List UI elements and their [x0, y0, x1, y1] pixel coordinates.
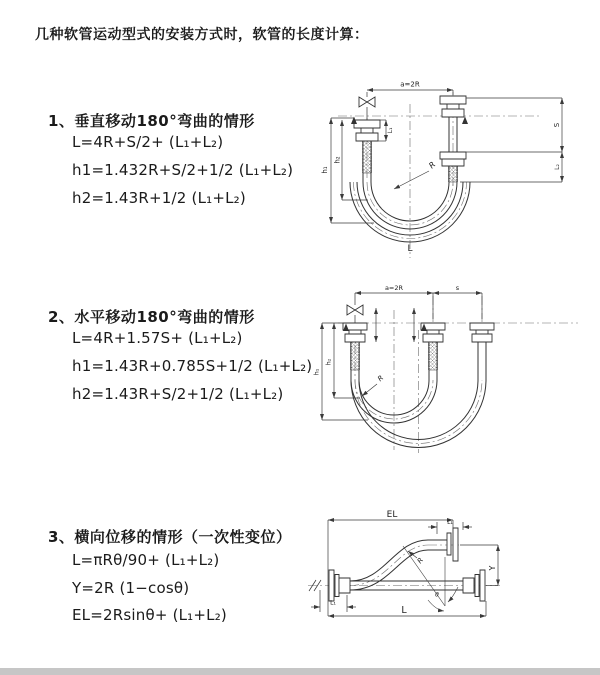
dim-label-el: EL — [386, 510, 398, 520]
dim-label-l1-top: L₁ — [447, 519, 453, 526]
centerlines — [338, 296, 578, 453]
section-3-heading: 3、横向位移的情形（一次性变位） — [48, 528, 292, 546]
radius-label: R — [376, 373, 386, 384]
dim-label-l1-bottom: L₁ — [330, 599, 336, 607]
diagram-lateral-displacement — [300, 500, 600, 650]
section-2-formula-h2: h2=1.43R+S/2+1/2 (L₁+L₂) — [72, 385, 284, 403]
dim-label-h2: h₂ — [324, 358, 333, 366]
section-3-formula-L: L=πRθ/90+ (L₁+L₂) — [72, 551, 220, 569]
radius-label: R — [415, 556, 426, 566]
section-1-formula-L: L=4R+S/2+ (L₁+L₂) — [72, 133, 224, 151]
dim-label-s: S — [553, 122, 561, 128]
length-label: L — [407, 244, 413, 254]
dim-label-a2r: a=2R — [384, 284, 404, 292]
dim-label-h1: h₁ — [312, 368, 321, 376]
length-label: L — [401, 605, 407, 616]
radius-label: R — [427, 159, 438, 171]
braid-section-left — [363, 141, 372, 173]
dimensions — [311, 520, 498, 616]
dim-label-a2r: a=2R — [400, 80, 420, 89]
section-3-formula-EL: EL=2Rsinθ+ (L₁+L₂) — [72, 606, 227, 624]
section-1-formula-h1: h1=1.432R+S/2+1/2 (L₁+L₂) — [72, 161, 294, 179]
page-bottom-edge — [0, 668, 600, 675]
diagram-vertical-move-180-bend — [310, 70, 575, 265]
section-3-formula-Y: Y=2R (1−cosθ) — [72, 579, 190, 597]
dimensions — [322, 293, 482, 420]
section-2-heading: 2、水平移动180°弯曲的情形 — [48, 308, 255, 326]
valve-icon — [347, 293, 363, 323]
centerlines — [338, 92, 542, 258]
dim-label-l1: L₁ — [387, 127, 394, 134]
braid-section-right — [449, 166, 458, 182]
section-2-formula-h1: h1=1.43R+0.785S+1/2 (L₁+L₂) — [72, 357, 313, 375]
section-2-formula-L: L=4R+1.57S+ (L₁+L₂) — [72, 329, 243, 347]
angle-label-theta: θ — [435, 591, 439, 599]
diagram-horizontal-move-180-bend — [310, 280, 590, 455]
braid-section-middle — [429, 342, 438, 370]
section-1-formula-h2: h2=1.43R+1/2 (L₁+L₂) — [72, 189, 246, 207]
dim-label-h2: h₂ — [333, 156, 342, 164]
dim-label-s: s — [455, 284, 460, 292]
dim-label-y: Y — [488, 565, 497, 571]
dim-label-l2: L₂ — [554, 164, 561, 170]
page-title: 几种软管运动型式的安装方式时，软管的长度计算： — [35, 27, 369, 43]
braid-section-left — [351, 342, 360, 370]
dim-label-h1: h₁ — [321, 166, 329, 174]
section-1-heading: 1、垂直移动180°弯曲的情形 — [48, 112, 255, 130]
